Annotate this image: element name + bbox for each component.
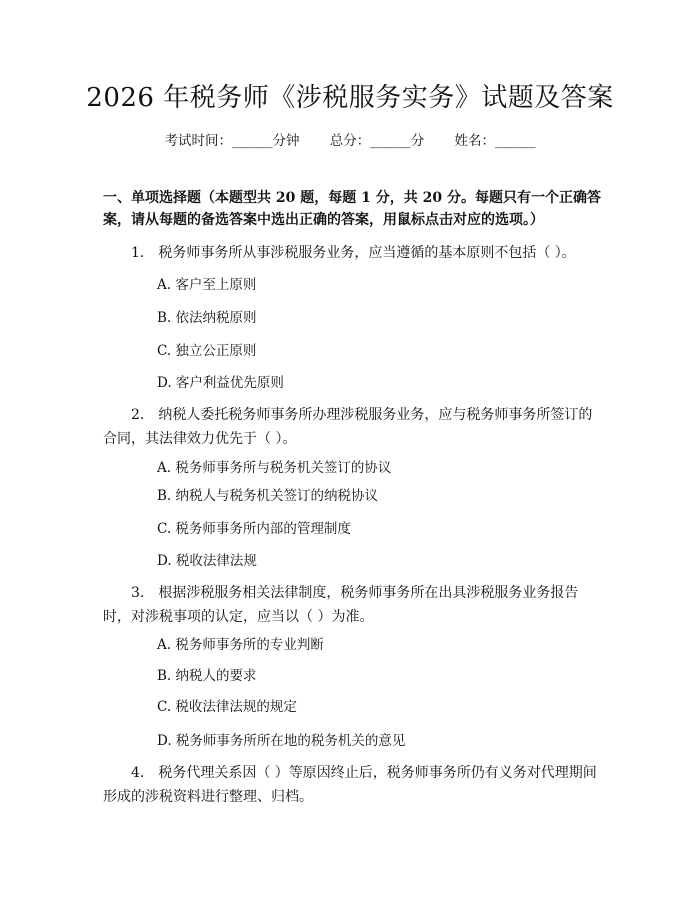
question-3: 3. 根据涉税服务相关法律制度，税务师事务所在出具涉税服务业务报告时，对涉税事项的认定，应当以（ ）为准。 xyxy=(103,585,579,625)
exam-meta-line xyxy=(0,131,700,151)
document-title: 2026 年税务师《涉税服务实务》试题及答案 xyxy=(86,83,614,113)
section-heading: 一、单项选择题（本题型共 20 题，每题 1 分，共 20 分。每题只有一个正确答案，请从每题的备选答案中选出正确的答案，用鼠标点击对应的选项。） xyxy=(103,190,601,228)
q3-option-d[interactable]: D. 税务师事务所所在地的税务机关的意见 xyxy=(157,733,406,749)
q2-option-a[interactable]: A. 税务师事务所与税务机关签订的协议 xyxy=(157,460,392,476)
q1-option-a[interactable]: A. 客户至上原则 xyxy=(157,277,257,293)
q1-option-c[interactable]: C. 独立公正原则 xyxy=(157,343,257,359)
question-4: 4. 税务代理关系因（ ）等原因终止后，税务师事务所仍有义务对代理期间形成的涉税资料进行整理、归档。 xyxy=(103,765,597,805)
q2-option-d[interactable]: D. 税收法律法规 xyxy=(157,553,257,569)
q1-option-b[interactable]: B. 依法纳税原则 xyxy=(157,310,257,326)
q2-option-b[interactable]: B. 纳税人与税务机关签订的纳税协议 xyxy=(157,488,379,504)
q3-option-a[interactable]: A. 税务师事务所的专业判断 xyxy=(157,637,324,653)
question-1: 1. 税务师事务所从事涉税服务业务，应当遵循的基本原则不包括（ ）。 xyxy=(131,245,576,261)
total-score-field: 总分：______分 xyxy=(329,133,425,149)
question-2: 2. 纳税人委托税务师事务所办理涉税服务业务，应与税务师事务所签订的合同，其法律效力优先于（ ）。 xyxy=(103,407,593,447)
q2-option-c[interactable]: C. 税务师事务所内部的管理制度 xyxy=(157,521,351,537)
q3-option-c[interactable]: C. 税收法律法规的规定 xyxy=(157,699,297,715)
q1-option-d[interactable]: D. 客户利益优先原则 xyxy=(157,375,284,391)
name-field: 姓名：______ xyxy=(454,133,536,149)
q3-option-b[interactable]: B. 纳税人的要求 xyxy=(157,668,257,684)
exam-time-field: 考试时间：______分钟 xyxy=(164,133,300,149)
